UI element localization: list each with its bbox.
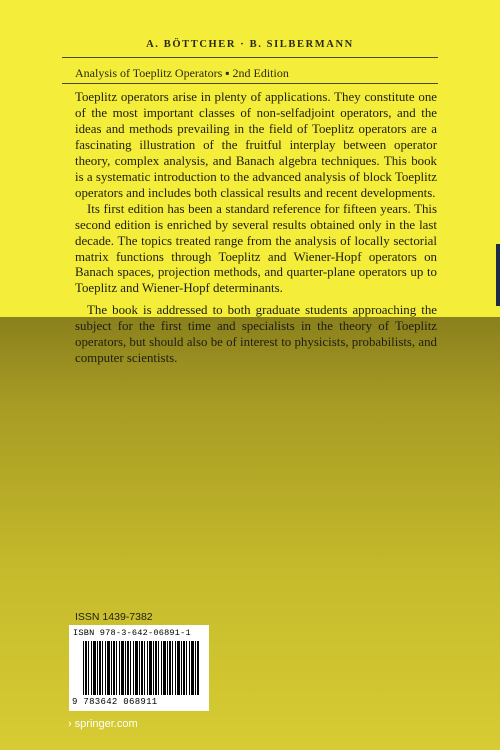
barcode-panel xyxy=(69,625,209,711)
isbn: ISBN 978-3-642-06891-1 xyxy=(73,628,191,638)
edition: 2nd Edition xyxy=(232,66,289,80)
top-rule xyxy=(62,57,438,58)
barcode xyxy=(83,641,199,695)
spine-mark xyxy=(496,244,500,306)
chevron-right-icon: › xyxy=(68,718,72,730)
blurb-paragraph: The book is addressed to both graduate students approaching the subject for the first time and specialists in the theory of Toeplitz operators, but should also be of interest to physicists, probabilists, and computer scientists. xyxy=(75,303,437,366)
title-line xyxy=(75,66,289,81)
title-separator: ▪ xyxy=(225,66,230,80)
authors: A. BÖTTCHER · B. SILBERMANN xyxy=(146,39,354,50)
title-rule xyxy=(62,83,438,84)
publisher-link[interactable] xyxy=(68,718,138,730)
blurb-paragraph: Its first edition has been a standard reference for fifteen years. This second edition is enriched by several results obtained only in the last decade. The topics treated range from the analysis of locally sectorial matrix functions through Toeplitz and Wiener-Hopf operators on Banach spaces, projection methods, and quarter-plane operators up to Toeplitz and Wiener-Hopf determinants. xyxy=(75,201,437,296)
book-title: Analysis of Toeplitz Operators xyxy=(75,66,223,80)
ean-digits: 9 783642 068911 xyxy=(72,697,158,707)
blurb-paragraph: Toeplitz operators arise in plenty of applications. They constitute one of the most important classes of non-selfadjoint operators, and the ideas and methods prevailing in the field of Toeplitz operators are a fascinating illustration of the fruitful interplay between operator theory, complex analysis, and Banach algebra techniques. This book is a systematic introduction to the advanced analysis of block Toeplitz operators and includes both classical results and recent developments. xyxy=(75,90,437,200)
blurb xyxy=(75,90,437,367)
publisher-url: springer.com xyxy=(74,718,138,730)
issn: ISSN 1439-7382 xyxy=(75,611,153,623)
